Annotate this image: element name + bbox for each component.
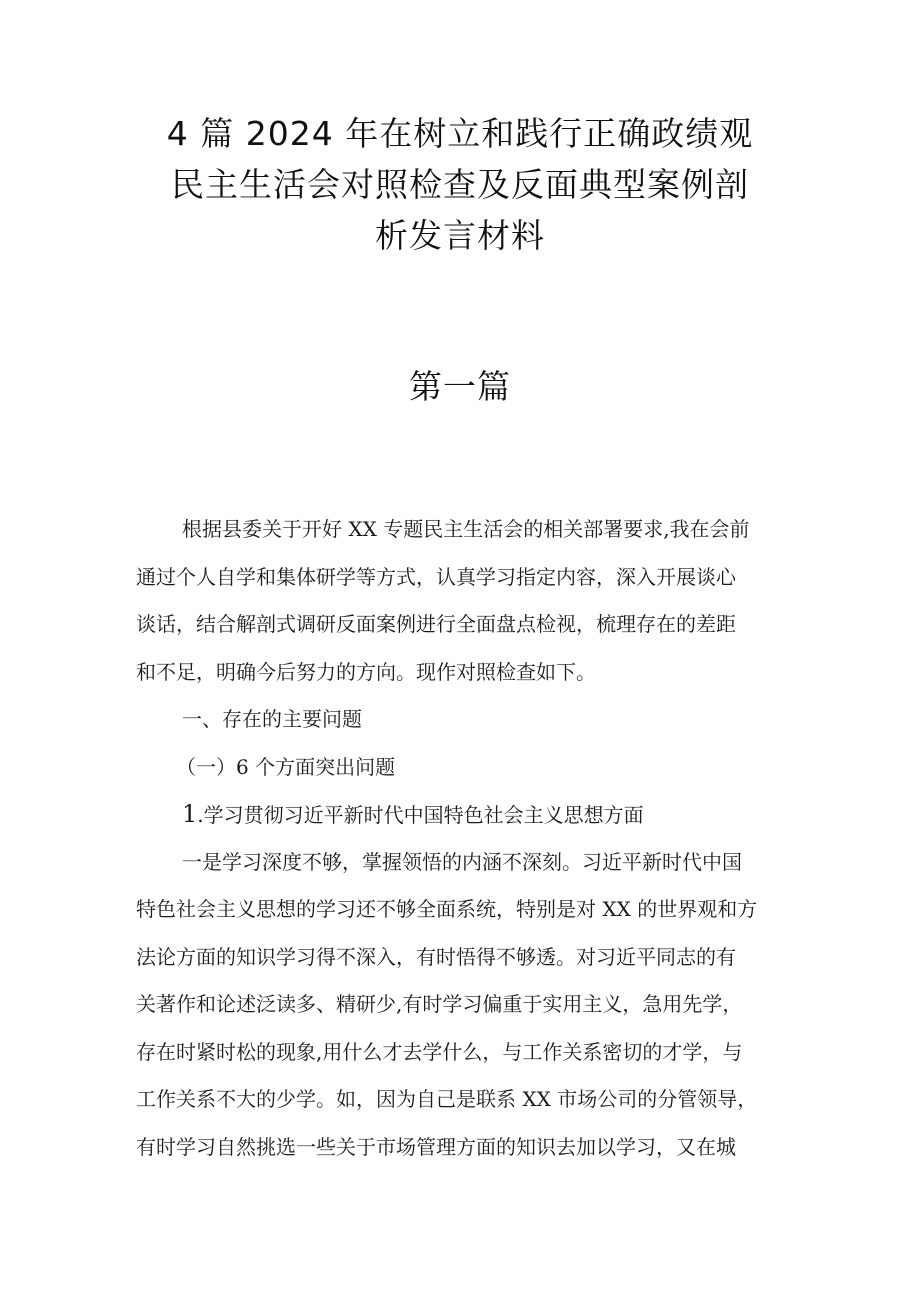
chapter-title: 第一篇 <box>409 367 511 406</box>
paragraph-line: 通过个人自学和集体研学等方式，认真学习指定内容，深入开展谈心 <box>136 564 736 589</box>
paragraph-line: 存在时紧时松的现象,用什么才去学什么，与工作关系密切的才学，与 <box>136 1039 743 1064</box>
title-line-2: 民主生活会对照检查及反面典型案例剖 <box>171 165 749 204</box>
item-number: 1 <box>182 800 198 828</box>
paragraph-line: 关著作和论述泛读多、精研少,有时学习偏重于实用主义，急用先学， <box>136 992 743 1016</box>
section-heading: 一、存在的主要问题 <box>182 707 362 731</box>
paragraph-line: 法论方面的知识学习得不深入，有时悟得不够透。对习近平同志的有 <box>136 944 736 969</box>
item-heading <box>136 791 804 839</box>
item-heading-text: .学习贯彻习近平新时代中国特色社会主义思想方面 <box>197 803 644 827</box>
title-line-3: 析发言材料 <box>375 216 545 255</box>
subsection-heading: （一）6 个方面突出问题 <box>176 754 396 779</box>
paragraph-line: 和不足，明确今后努力的方向。现作对照检查如下。 <box>136 659 596 684</box>
document-body <box>136 506 804 1171</box>
paragraph-line: 一是学习深度不够，掌握领悟的内涵不深刻。习近平新时代中国 <box>182 849 742 874</box>
document-title <box>60 108 860 261</box>
title-line-1: 4 篇 2024 年在树立和践行正确政绩观 <box>166 114 754 153</box>
paragraph-line: 特色社会主义思想的学习还不够全面系统，特别是对 XX 的世界观和方 <box>136 897 758 921</box>
paragraph-line: 根据县委关于开好 XX 专题民主生活会的相关部署要求,我在会前 <box>182 517 750 541</box>
paragraph-line: 工作关系不大的少学。如，因为自己是联系 XX 市场公司的分管领导， <box>136 1087 758 1111</box>
paragraph-line: 有时学习自然挑选一些关于市场管理方面的知识去加以学习，又在城 <box>136 1134 736 1159</box>
paragraph-line: 谈话，结合解剖式调研反面案例进行全面盘点检视，梳理存在的差距 <box>136 612 736 636</box>
